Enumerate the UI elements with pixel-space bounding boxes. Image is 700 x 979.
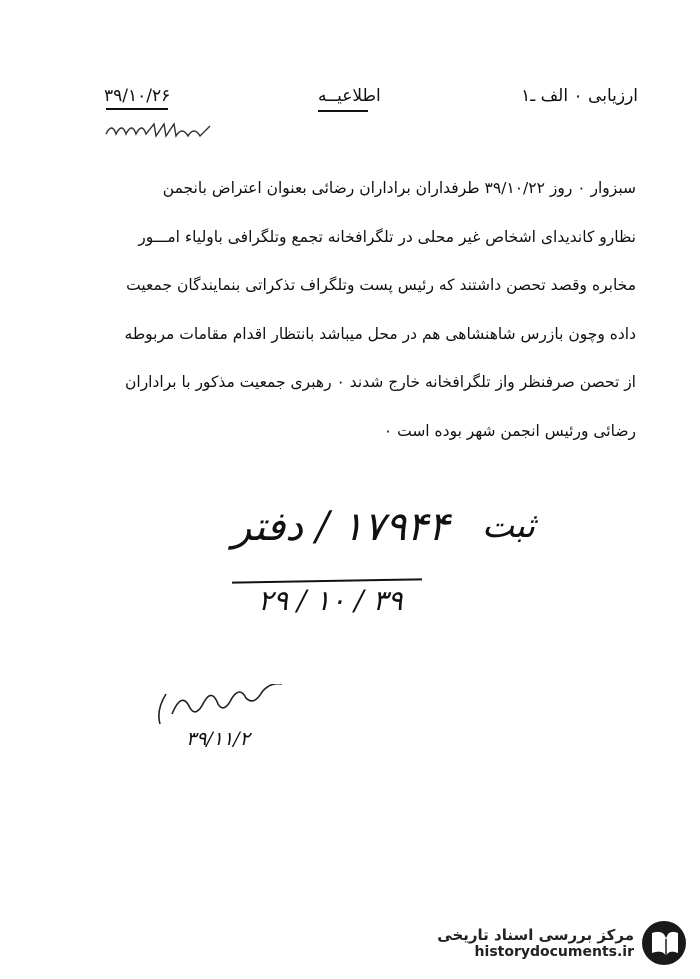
watermark-name: مرکز بررسی اسناد تاریخی (437, 926, 634, 944)
registration-rule (232, 578, 422, 583)
body-line: از تحصن صرفنظر واز تلگرافخانه خارج شدند ۰ رهبری جمعیت مذکور با براداران (125, 373, 636, 391)
body-line: مخابره وقصد تحصن داشتند که رئیس پست وتلگراف تذکراتی بنمایندگان جمعیت (126, 276, 636, 294)
registration-number: ۱۷۹۴۴ / دفتر (232, 504, 450, 550)
watermark-site: historydocuments.ir (474, 944, 634, 960)
book-logo-icon (640, 919, 688, 967)
date-underline (106, 108, 168, 110)
title-underline (318, 110, 368, 112)
body-line: سبزوار ۰ روز ۳۹/۱۰/۲۲ طرفداران براداران رضائی بعنوان اعتراض بانجمن (162, 179, 636, 197)
signature-icon (150, 684, 300, 730)
signature-date: ۳۹/۱۱/۲ (186, 728, 250, 750)
handwritten-scribble-icon (102, 120, 232, 142)
header-reference: ارزيابى ۰ الف ـ۱ (521, 86, 638, 106)
body-line: داده وچون بازرس شاهنشاهی هم در محل میباشد بانتظار اقدام مقامات مربوطه (124, 324, 636, 343)
registration-date: ۲۹ / ۱۰ / ۳۹ (258, 584, 403, 617)
header-title: اطلاعیــه (318, 86, 381, 106)
body-line: نظارو کاندیدای اشخاص غیر محلی در تلگرافخانه تجمع وتلگرافی باولیاء امـــور (138, 227, 636, 246)
archive-watermark (437, 919, 688, 967)
header-date: ۳۹/۱۰/۲۶ (104, 86, 170, 106)
registration-mark: ثبت (482, 506, 536, 546)
report-body (70, 164, 636, 455)
body-line: رضائی ورئیس انجمن شهر بوده است ۰ (383, 421, 636, 440)
